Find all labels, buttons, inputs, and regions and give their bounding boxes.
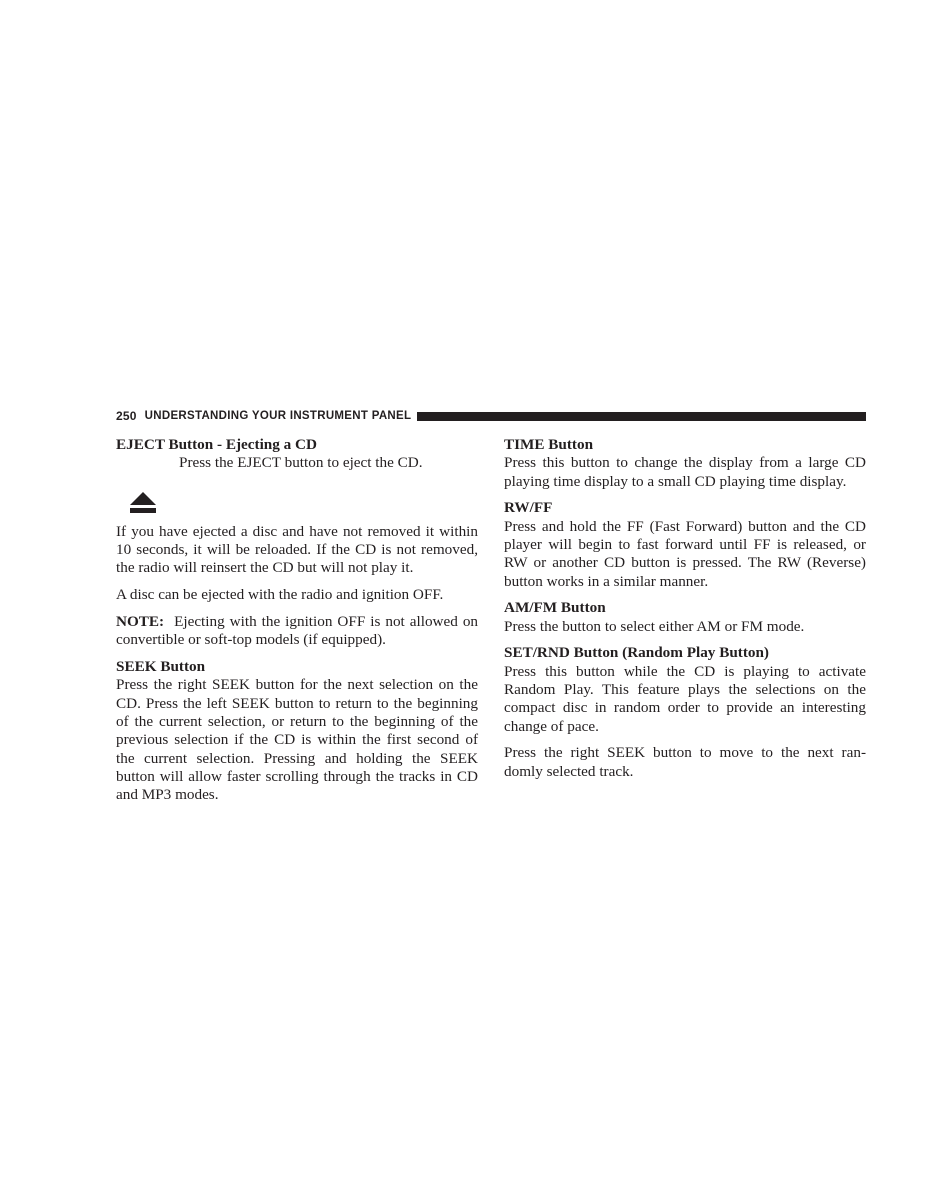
note-paragraph — [116, 613, 478, 650]
page-number: 250 — [116, 409, 137, 423]
reload-paragraph: If you have ejected a disc and have not removed it within 10 seconds, it will be reloaded. If the CD is not removed, the radio will reinsert the CD but will not play it. — [116, 522, 478, 577]
note-text: Ejecting with the ignition OFF is not allowed on convertible or soft-top models (if equipped). — [116, 612, 479, 649]
eject-row — [116, 454, 478, 514]
seek-heading: SEEK Button — [116, 658, 206, 676]
eject-icon — [130, 492, 156, 514]
eject-heading: EJECT Button - Ejecting a CD — [116, 436, 317, 453]
eject-text: Press the EJECT button to eject the CD. — [179, 454, 423, 472]
amfm-paragraph: Press the button to select either AM or FM mode. — [504, 617, 805, 635]
amfm-heading: AM/FM Button — [504, 599, 606, 617]
setrnd-paragraph: Press this button while the CD is playing to activate Random Play. This feature plays the selections on the compact disc in random order to provide an interesting change of pace. — [504, 662, 866, 735]
rwff-paragraph: Press and hold the FF (Fast Forward) button and the CD player will begin to fast forward until FF is released, or RW or another CD button is pressed. The RW (Reverse) button works in a similar manner. — [504, 517, 866, 590]
left-column — [116, 436, 478, 804]
seek-paragraph: Press the right SEEK button for the next selection on the CD. Press the left SEEK button to return to the beginning of the current selection, or return to the beginning of the previous selection if the CD is within the first second of the current selection. Pressing and holding the SEEK button will allow faster scrolling through the tracks in CD and MP3 modes. — [116, 676, 478, 804]
rwff-heading: RW/FF — [504, 499, 553, 517]
page-header — [116, 409, 866, 423]
section-title: UNDERSTANDING YOUR INSTRUMENT PANEL — [144, 410, 412, 422]
header-rule — [417, 412, 866, 421]
ignition-off-paragraph: A disc can be ejected with the radio and ignition OFF. — [116, 586, 444, 604]
right-column — [504, 436, 866, 781]
note-label: NOTE: — [116, 612, 165, 630]
setrnd-heading: SET/RND Button (Random Play Button) — [504, 644, 769, 662]
seek-random-paragraph: Press the right SEEK button to move to the next ran- domly selected track. — [504, 744, 866, 780]
time-paragraph: Press this button to change the display from a large CD playing time display to a small CD playing time display. — [504, 454, 866, 490]
time-heading: TIME Button — [504, 436, 594, 453]
